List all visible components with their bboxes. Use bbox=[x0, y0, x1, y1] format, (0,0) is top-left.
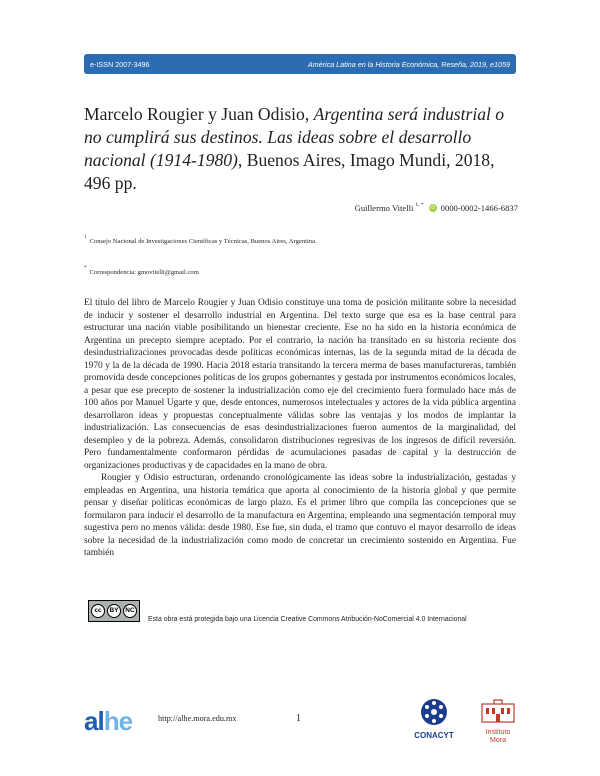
instituto-label: Instituto bbox=[485, 729, 511, 736]
orcid-id[interactable]: 0000-0002-1466-6837 bbox=[440, 203, 518, 213]
reviewer-name: Guillermo Vitelli bbox=[354, 203, 414, 213]
alhe-logo-main: al bbox=[84, 706, 104, 736]
noncommercial-icon: NC bbox=[123, 604, 137, 618]
reviewer-line bbox=[355, 203, 518, 213]
correspondence-mark: * bbox=[84, 266, 87, 271]
issn-label: e-ISSN 2007-3496 bbox=[90, 59, 150, 69]
title-publication: , Buenos Aires, Imago Mundi, 2018, 496 pp. bbox=[84, 150, 495, 193]
journal-citation: América Latina en la Historia Económica, Reseña, 2019, e1059 bbox=[307, 59, 510, 69]
title-authors: Marcelo Rougier y Juan Odisio, bbox=[84, 104, 314, 124]
page-number: 1 bbox=[296, 713, 301, 724]
license-text: Esta obra está protegida bajo una Licencia Creative Commons Atribución-NoComercial 4.0 Internacional bbox=[148, 616, 467, 623]
orcid-icon[interactable]: iD bbox=[430, 205, 436, 211]
instituto-mora-logo bbox=[476, 698, 520, 745]
page-footer bbox=[0, 698, 600, 748]
affiliation-note bbox=[84, 237, 317, 245]
alhe-logo bbox=[84, 706, 132, 737]
journal-header-bar bbox=[84, 54, 516, 74]
body-paragraph-2: Rougier y Odisio estructuran, ordenando cronológicamente las ideas sobre la industrialización, gestadas y empleadas en Argentina, una historia temática que aporta al conocimiento de la historia global y que permite pensar y diseñar políticas económicas de largo plazo. Es el primer libro que compila las concepciones que se formularon para inducir el desarrollo de la manufactura en Argentina, empleando una segmentación temporal muy sugestiva pero no menos válida: desde 1980. Ese fue, sin duda, el tramo que contuvo el mayor desarrollo de ideas sobre la necesidad de la industrialización como modo de concretar un crecimiento sostenido en Argentina. Fue también bbox=[84, 473, 516, 558]
alhe-logo-accent: he bbox=[103, 706, 133, 736]
conacyt-emblem-icon bbox=[420, 698, 448, 726]
conacyt-label: CONACYT bbox=[414, 731, 454, 740]
correspondence-text: Correspondencia: gmovitelli@gmail.com bbox=[89, 269, 199, 277]
review-title bbox=[84, 103, 524, 195]
review-body bbox=[84, 297, 516, 560]
cc-icon: cc bbox=[91, 604, 105, 618]
creative-commons-by-nc-icon[interactable] bbox=[88, 600, 140, 622]
mora-label: Mora bbox=[490, 737, 506, 744]
license-block bbox=[88, 598, 467, 623]
building-icon bbox=[478, 698, 518, 724]
journal-url-link[interactable]: http://alhe.mora.edu.mx bbox=[158, 714, 237, 723]
affiliation-text: Consejo Nacional de Investigaciones Científicas y Técnicas, Buenos Aires, Argentina. bbox=[89, 238, 317, 246]
title-book: Argentina será industrial o no cumplirá sus destinos. Las ideas sobre el desarrollo nacional (1914-1980) bbox=[84, 104, 505, 170]
affiliation-mark: 1 bbox=[84, 235, 87, 240]
body-paragraph-1: El título del libro de Marcelo Rougier y Juan Odisio constituye una toma de posición militante sobre la necesidad de inducir y sostener el desarrollo industrial en Argentina. Del texto surge que esa es la base central para estructurar una nación viable posibilitando un bienestar creciente. Ese no ha sido en la historia económica de Argentina un precepto siempre aceptado. Por el contrario, la nación ha transitado en su historia reciente dos desindustrializaciones provocadas desde políticas económicas internas, las de la segunda mitad de la década de 1970 y la de la década de 1990. Hacia 2018 estaría transitando la tercera merma de bases manufactureras, también promovida desde concepciones políticas de los grupos gobernantes y gestada por instrumentos económicos locales, a pesar que ese precepto de sostener la industrialización como eje del crecimiento fuera formulado hace más de 100 años por Manuel Ugarte y que, desde entonces, numerosos intelectuales y actores de la vida pública argentina desarrollaron ideas y propuestas conceptualmente válidas sobre las ventajas y los modos de implantar la industrialización. Las consecuencias de esas desindustrializaciones fueron aumentos de la marginalidad, del desempleo y de la pobreza. Además, consolidaron distribuciones regresivas de los ingresos de difícil reversión. Pero fundamentalmente conformaron pérdidas de acumulaciones pasadas de capital y la destrucción de organizaciones productivas y de capacidades en la mano de obra. bbox=[84, 298, 516, 471]
reviewer-marks: 1, * bbox=[415, 202, 424, 208]
attribution-icon: BY bbox=[107, 604, 121, 618]
conacyt-logo bbox=[414, 698, 454, 740]
correspondence-note bbox=[84, 268, 199, 276]
